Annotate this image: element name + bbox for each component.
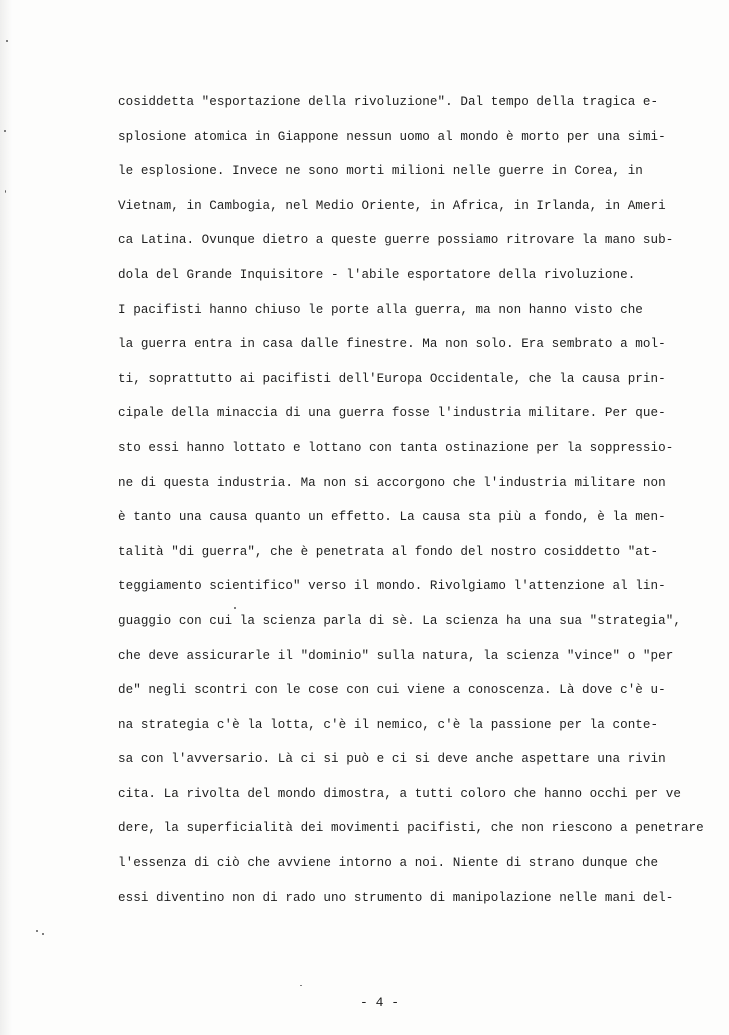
text-line: le esplosione. Invece ne sono morti milioni nelle guerre in Corea, in [118, 164, 643, 179]
scan-speck [36, 930, 38, 932]
text-line: guaggio con cui la scienza parla di sè. La scienza ha una sua "strategia", [118, 613, 681, 628]
scan-edge-shadow [0, 0, 12, 1035]
scan-speck [4, 130, 6, 132]
text-line: teggiamento scientifico" verso il mondo. Rivolgiamo l'attenzione al lin- [118, 579, 666, 594]
text-line: de" negli scontri con le cose con cui viene a conoscenza. Là dove c'è u- [118, 683, 666, 698]
scan-speck [300, 985, 302, 986]
text-line: che deve assicurarle il "dominio" sulla natura, la scienza "vince" o "per [118, 648, 674, 663]
text-line: ti, soprattutto ai pacifisti dell'Europa Occidentale, che la causa prin- [118, 371, 666, 386]
text-line: è tanto una causa quanto un effetto. La causa sta più a fondo, è la men- [118, 510, 666, 525]
scan-speck [6, 40, 8, 42]
text-line: dere, la superficialità dei movimenti pacifisti, che non riescono a penetrare [118, 821, 704, 836]
text-line: dola del Grande Inquisitore - l'abile esportatore della rivoluzione. [118, 267, 636, 282]
text-line: sa con l'avversario. Là ci si può e ci si deve anche aspettare una rivin [118, 752, 666, 767]
text-line: talità "di guerra", che è penetrata al fondo del nostro cosiddetto "at- [118, 544, 659, 559]
text-line: sto essi hanno lottato e lottano con tanta ostinazione per la soppressio- [118, 440, 674, 455]
text-line: ne di questa industria. Ma non si accorgono che l'industria militare non [118, 475, 666, 490]
text-line: essi diventino non di rado uno strumento di manipolazione nelle mani del- [118, 890, 674, 905]
body-text [118, 92, 704, 922]
text-line: ca Latina. Ovunque dietro a queste guerre possiamo ritrovare la mano sub- [118, 233, 674, 248]
text-line: Vietnam, in Cambogia, nel Medio Oriente, in Africa, in Irlanda, in Ameri [118, 198, 666, 213]
text-line: l'essenza di ciò che avviene intorno a noi. Niente di strano dunque che [118, 856, 659, 871]
text-line: I pacifisti hanno chiuso le porte alla guerra, ma non hanno visto che [118, 302, 643, 317]
text-line: cita. La rivolta del mondo dimostra, a tutti coloro che hanno occhi per ve [118, 786, 681, 801]
text-line: cosiddetta "esportazione della rivoluzione". Dal tempo della tragica e- [118, 95, 659, 109]
page-number: - 4 - [360, 995, 400, 1010]
text-line: splosione atomica in Giappone nessun uomo al mondo è morto per una simi- [118, 129, 666, 144]
scan-speck [5, 190, 6, 193]
text-line: cipale della minaccia di una guerra fosse l'industria militare. Per que- [118, 406, 666, 421]
scan-speck [42, 933, 44, 935]
text-line: na strategia c'è la lotta, c'è il nemico, c'è la passione per la conte- [118, 717, 659, 732]
text-line: la guerra entra in casa dalle finestre. Ma non solo. Era sembrato a mol- [118, 337, 666, 352]
